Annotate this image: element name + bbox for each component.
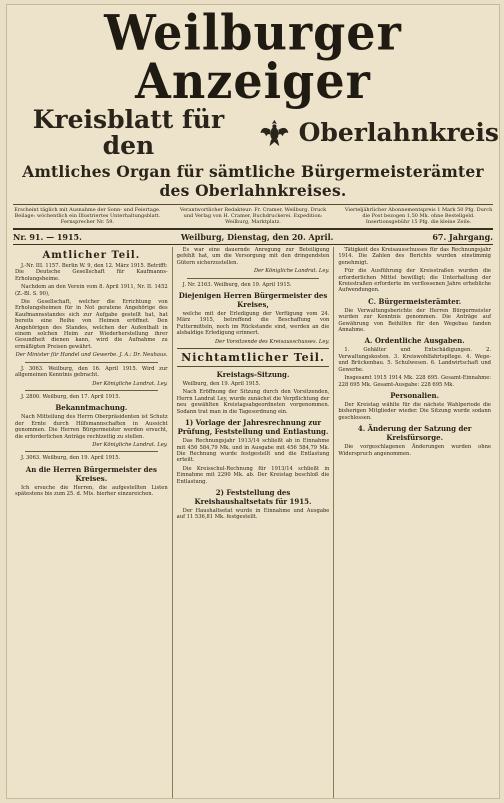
article-paragraph: Die vorgeschlagenen Änderungen wurden ohne Widerspruch angenommen. bbox=[338, 444, 492, 457]
issue-year: 67. Jahrgang. bbox=[432, 232, 493, 242]
sub-heading: Diejenigen Herren Bürgermeister des Kreises, bbox=[178, 291, 328, 310]
divider bbox=[187, 278, 320, 279]
article-paragraph: Für die Ausführung der Kreisstraßen wurden die erforderlichen Mittel bewilligt; die Unterhaltung der Kreisstraßen erforderte im verflossenen Jahre erhebliche Aufwendungen. bbox=[338, 268, 492, 294]
divider bbox=[25, 390, 158, 391]
signature: Der Königliche Landrat. Ley. bbox=[253, 268, 330, 275]
article-paragraph: Es war eine dauernde Anregung zur Beteiligung gefehlt hat, um die Versorgung mit den dringendsten Gütern sicherzustellen. bbox=[176, 247, 330, 266]
article-paragraph: welche mit der Erledigung der Verfügung vom 24. März 1915, betreffend die Beschaffung von Futtermitteln, noch im Rückstande sind, werden an die alsbaldige Erledigung erinnert. bbox=[176, 311, 330, 337]
article-paragraph: Tätigkeit des Kreisausschusses für das Rechnungsjahr 1914. Die Zahlen des Berichts wurden einstimmig genehmigt. bbox=[338, 247, 492, 266]
article-paragraph: Ich ersuche die Herren, die aufgestellten Listen spätestens bis zum 25. d. Mts. hierher einzureichen. bbox=[15, 484, 168, 498]
info-bar bbox=[13, 204, 493, 225]
organ-line: Amtliches Organ für sämtliche Bürgermeisterämter des Oberlahnkreises. bbox=[22, 162, 484, 200]
signature: Der Minister für Handel und Gewerbe. J. A.: Dr. Neuhaus. bbox=[15, 352, 168, 359]
column-2 bbox=[173, 247, 335, 799]
article-paragraph: Nachdem an den Verein vom 8. April 1911, Nr. II. 1452 (Z.-Bl. S. 90), bbox=[15, 284, 168, 297]
sub-heading: 4. Änderung der Satzung der Kreisfürsorge. bbox=[357, 424, 472, 443]
article-paragraph: Das Rechnungsjahr 1913/14 schließt ab in Einnahme mit 456 584,79 Mk. und in Ausgabe mit 456 584,79 Mk. Die Rechnung wurde festgestellt und die Entlastung erteilt. bbox=[176, 438, 330, 464]
subtitle-right: Oberlahnkreis bbox=[298, 118, 499, 147]
article-paragraph: J. Nr. 2163. Weilburg, den 19. April 1915. bbox=[182, 281, 292, 288]
eagle-crest-icon bbox=[258, 116, 291, 150]
article-paragraph: J. 3063. Weilburg, den 16. April 1915. Wird zur allgemeinen Kenntnis gebracht. bbox=[15, 365, 168, 379]
subtitle-left: Kreisblatt für den bbox=[32, 105, 225, 160]
sub-heading: Kreistags-Sitzung. bbox=[216, 370, 290, 380]
dateline bbox=[13, 228, 493, 245]
article-columns bbox=[11, 247, 495, 799]
article-paragraph: J. 3063. Weilburg, den 19. April 1915. bbox=[21, 455, 121, 462]
sub-heading: Personalien. bbox=[390, 390, 440, 400]
article-paragraph: J. 2800. Weilburg, den 17. April 1915. bbox=[21, 393, 121, 400]
sub-heading: 2) Feststellung des Kreishaushaltsetats für 1915. bbox=[194, 487, 312, 506]
sub-heading: A. Ordentliche Ausgaben. bbox=[364, 336, 465, 346]
issue-number: Nr. 91. — 1915. bbox=[13, 232, 82, 242]
article-paragraph: Die Gesellschaft, welcher die Errichtung von Erholungsheimen für in Not geratene Angehörige des Kaufmannsstandes sich zur Aufgabe gestellt hat, hat bereits eine Reihe von Heimen eröffnet. Den Angehörigen des Standes, welchen der Aufenthalt in einem solchen Heim zur Wiederherstellung ihrer Gesundheit dienen kann, wird die Aufnahme zu ermäßigten Preisen gewährt. bbox=[15, 299, 168, 350]
article-paragraph: Insgesamt 1915 1914 Mk. 228 695. Gesamt-Einnahme: 228 695 Mk. Gesamt-Ausgabe: 228 695 Mk. bbox=[338, 375, 492, 388]
newspaper-title: Weilburger Anzeiger bbox=[104, 4, 402, 110]
newspaper-page bbox=[6, 4, 500, 799]
sub-heading: 1) Vorlage der Jahresrechnung zur Prüfung, Feststellung und Entlastung. bbox=[177, 418, 329, 437]
article-paragraph: Nach Mitteilung des Herrn Oberpräsidenten ist Schutz der Ernte durch Hilfsmannschaften in Aussicht genommen. Die Herren Bürgermeister werden ersucht, die erforderlichen Anträge rechtzeitig zu stellen. bbox=[15, 414, 168, 440]
article-paragraph: Weilburg, den 19. April 1915. bbox=[182, 381, 261, 388]
article-paragraph: Der Kreistag wählte für die nächste Wahlperiode die bisherigen Mitglieder wieder. Die Sitzung wurde sodann geschlossen. bbox=[338, 401, 492, 421]
divider bbox=[25, 451, 158, 452]
info-center: Verantwortlicher Redakteur: Fr. Cramer, Weilburg. Druck und Verlag von H. Cramer, Buchdruckerei. Expedition: Weilburg, Marktplatz. bbox=[179, 207, 327, 225]
signature: Der Königliche Landrat. Ley. bbox=[92, 441, 168, 448]
section-heading-official: Amtlicher Teil. bbox=[42, 250, 141, 261]
article-paragraph: 1. Gehälter und Entschädigungen. 2. Verwaltungskosten. 3. Kreiswohlfahrtspflege. 4. Wege- und Brückenbau. 5. Schulwesen. 6. Landwirtschaft und Gewerbe. bbox=[338, 347, 492, 373]
article-paragraph: Der Haushaltsetat wurde in Einnahme und Ausgabe auf 11 536,81 Mk. festgestellt. bbox=[176, 507, 330, 521]
column-1 bbox=[11, 247, 173, 799]
article-paragraph: J.-Nr. III. 1157. Berlin W. 9, den 12. März 1915. Betrifft: Die Deutsche Gesellschaft für Kaufmanns-Erholungsheime. bbox=[15, 263, 168, 282]
info-left: Erscheint täglich mit Ausnahme der Sonn- und Feiertage. Beilage: wöchentlich ein Illustriertes Unterhaltungsblatt. Fernsprecher Nr. 59. bbox=[14, 207, 161, 225]
section-heading-nonofficial: Nichtamtlicher Teil. bbox=[177, 348, 330, 367]
subtitle-line bbox=[7, 107, 499, 159]
column-3 bbox=[334, 247, 495, 799]
sub-heading: Bekanntmachung. bbox=[55, 403, 128, 413]
article-paragraph: Die Kreisschul-Rechnung für 1913/14 schließt in Einnahme mit 2290 Mk. ab. Der Kreistag beschloß die Entlastung. bbox=[176, 465, 330, 485]
signature: Der Königliche Landrat. Ley. bbox=[92, 380, 168, 387]
masthead bbox=[7, 5, 499, 200]
divider bbox=[25, 362, 158, 363]
article-paragraph: Die Verwaltungsberichte der Herren Bürgermeister wurden zur Kenntnis genommen. Die Anträge auf Gewährung von Beihilfen für den Wegebau fanden Annahme. bbox=[338, 307, 492, 334]
sub-heading: An die Herren Bürgermeister des Kreises. bbox=[25, 464, 157, 483]
signature: Der Vorsitzende des Kreisausschusses. Ley. bbox=[214, 338, 330, 345]
sub-heading: C. Bürgermeisterämter. bbox=[368, 296, 462, 306]
article-paragraph: Nach Eröffnung der Sitzung durch den Vorsitzenden, Herrn Landrat Ley, wurde zunächst die Verpflichtung der neu gewählten Kreistagsabgeordneten vorgenommen. Sodann trat man in die Tagesordnung ein. bbox=[176, 389, 330, 415]
info-right: Vierteljährlicher Abonnementspreis 1 Mark 50 Pfg. Durch die Post bezogen 1,50 Mk. ohne Bestellgeld. Insertionsgebühr 15 Pfg. die kleine Zeile. bbox=[344, 207, 493, 225]
issue-place-date: Weilburg, Dienstag, den 20. April. bbox=[180, 232, 334, 242]
